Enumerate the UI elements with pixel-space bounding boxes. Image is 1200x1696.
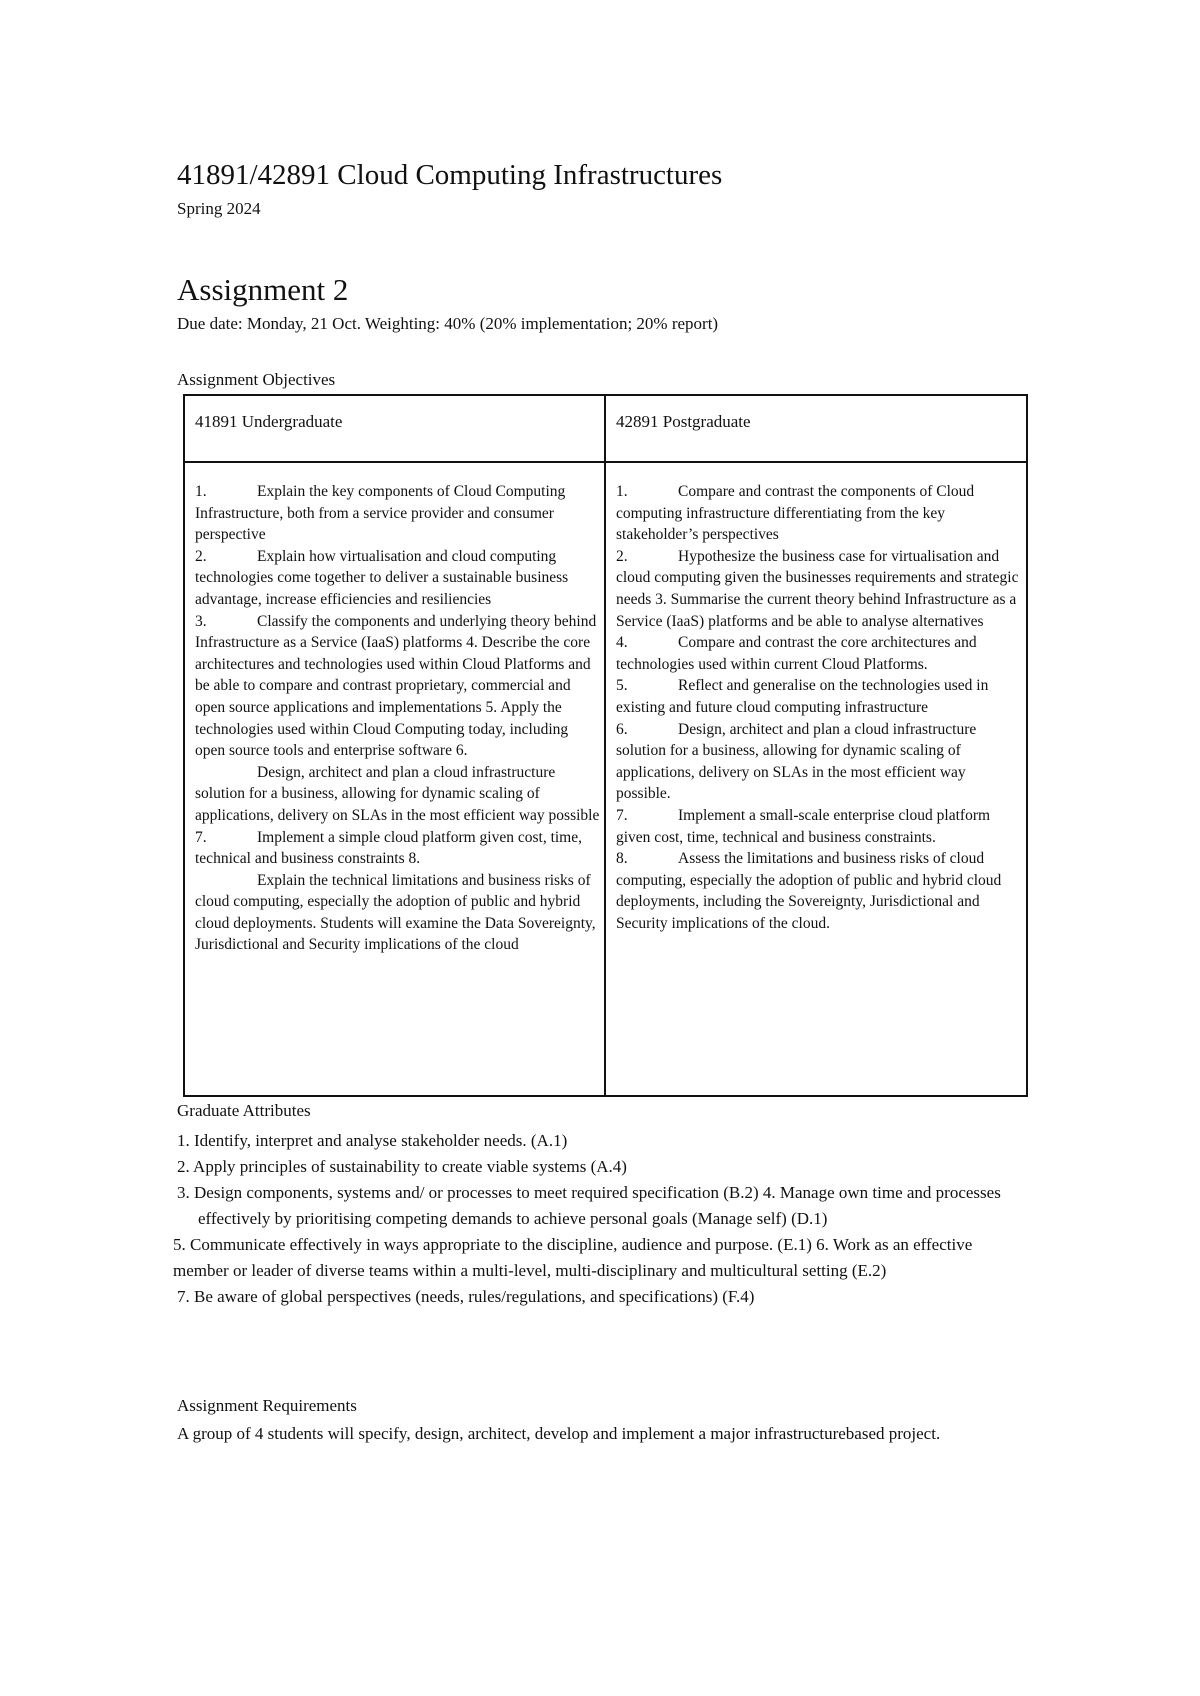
objective-text: Implement a small-scale enterprise cloud platform given cost, time, technical and business constraints. xyxy=(616,806,991,846)
objective-item xyxy=(616,719,1023,805)
objective-number: 1. xyxy=(616,483,628,500)
objective-text: Assess the limitations and business risks of cloud computing, especially the adoption of public and hybrid cloud deployments, including the Sovereignty, Jurisdictional and Security implications of the cloud. xyxy=(616,850,1002,932)
graduate-attribute-item: 3. Design components, systems and/ or processes to meet required specification (B.2) 4. Manage own time and processes effectively by prioritising competing demands to achieve personal goals (Manage self) (D.1) xyxy=(177,1183,1001,1228)
objective-item xyxy=(616,848,1023,934)
objective-text: Compare and contrast the components of Cloud computing infrastructure differentiating from the key stakeholder’s perspectives xyxy=(616,483,975,544)
objective-item xyxy=(195,870,601,956)
graduate-attribute-item: 5. Communicate effectively in ways appropriate to the discipline, audience and purpose. (E.1) 6. Work as an effective member or leader of diverse teams within a multi-level, multi-disciplinary and multicultural setting (E.2) xyxy=(173,1235,973,1280)
objective-text: Reflect and generalise on the technologies used in existing and future cloud computing infrastructure xyxy=(616,677,989,716)
objectives-header-row xyxy=(184,395,1027,462)
objective-item xyxy=(195,762,601,827)
objective-text: Compare and contrast the core architectures and technologies used within current Cloud Platforms. xyxy=(616,634,977,673)
postgraduate-header: 42891 Postgraduate xyxy=(605,395,1027,462)
graduate-attributes-list xyxy=(173,1128,1027,1310)
objective-item xyxy=(195,827,601,870)
objective-text: Hypothesize the business case for virtualisation and cloud computing given the businesses requirements and strategic needs 3. Summarise the current theory behind Infrastructure as a Service (IaaS) platforms and be able to analyse alternatives xyxy=(616,547,1019,630)
objective-text: Implement a simple cloud platform given cost, time, technical and business constraints 8. xyxy=(195,828,582,868)
graduate-attributes-label: Graduate Attributes xyxy=(177,1101,311,1120)
objective-item xyxy=(616,805,1023,848)
objective-number: 7. xyxy=(195,828,207,846)
objective-number: 4. xyxy=(616,634,628,652)
objective-item xyxy=(616,546,1023,632)
undergraduate-objectives xyxy=(184,462,605,1096)
objective-number: 7. xyxy=(616,806,628,824)
objective-number: 1. xyxy=(195,483,207,500)
graduate-attribute-item: 2. Apply principles of sustainability to create viable systems (A.4) xyxy=(177,1157,627,1176)
objective-item xyxy=(195,611,601,762)
objective-item xyxy=(616,481,1023,546)
objective-item xyxy=(616,675,1023,718)
objective-number: 3. xyxy=(195,612,207,630)
objectives-body-row xyxy=(184,462,1027,1096)
objective-item xyxy=(616,632,1023,675)
requirements-label: Assignment Requirements xyxy=(177,1396,357,1415)
objective-text: Design, architect and plan a cloud infrastructure solution for a business, allowing for dynamic scaling of applications, delivery on SLAs in the most efficient way possible. xyxy=(616,720,977,803)
objective-text: Classify the components and underlying theory behind Infrastructure as a Service (IaaS) platforms 4. Describe the core architectures and technologies used within Cloud Platforms and be able to compare and contrast proprietary, commercial and open source applications and implementations 5. Apply the technologies used within Cloud Computing today, including open source tools and enterprise software 6. xyxy=(195,612,597,760)
objective-text: Explain how virtualisation and cloud computing technologies come together to deliver a sustainable business advantage, increase efficiencies and resiliencies xyxy=(195,547,569,608)
objectives-label: Assignment Objectives xyxy=(177,370,336,389)
assignment-heading: Assignment 2 xyxy=(177,272,349,307)
undergraduate-header: 41891 Undergraduate xyxy=(184,395,605,462)
course-title: 41891/42891 Cloud Computing Infrastructures xyxy=(177,159,723,191)
graduate-attribute-item: 7. Be aware of global perspectives (needs, rules/regulations, and specifications) (F.4) xyxy=(177,1287,755,1306)
objective-item xyxy=(195,481,601,546)
objectives-table xyxy=(183,394,1028,1097)
postgraduate-objectives xyxy=(605,462,1027,1096)
objective-text: Explain the key components of Cloud Computing Infrastructure, both from a service provider and consumer perspective xyxy=(195,483,566,544)
objective-text: Explain the technical limitations and business risks of cloud computing, especially the adoption of public and hybrid cloud deployments. Students will examine the Data Sovereignty, Jurisdictional and Security implications of the cloud xyxy=(195,871,596,954)
objective-number: 2. xyxy=(195,547,207,565)
term-label: Spring 2024 xyxy=(177,199,261,218)
graduate-attribute-item: 1. Identify, interpret and analyse stakeholder needs. (A.1) xyxy=(177,1131,568,1150)
objective-number: 2. xyxy=(616,547,628,565)
objective-number: 6. xyxy=(616,720,628,738)
objective-number: 5. xyxy=(616,677,628,695)
objective-item xyxy=(195,546,601,611)
due-date-line: Due date: Monday, 21 Oct. Weighting: 40% (20% implementation; 20% report) xyxy=(177,314,719,333)
objective-number: 8. xyxy=(616,850,628,868)
objective-text: Design, architect and plan a cloud infrastructure solution for a business, allowing for dynamic scaling of applications, delivery on SLAs in the most efficient way possible xyxy=(195,763,600,824)
requirements-text: A group of 4 students will specify, design, architect, develop and implement a major infrastructurebased project. xyxy=(177,1424,941,1443)
